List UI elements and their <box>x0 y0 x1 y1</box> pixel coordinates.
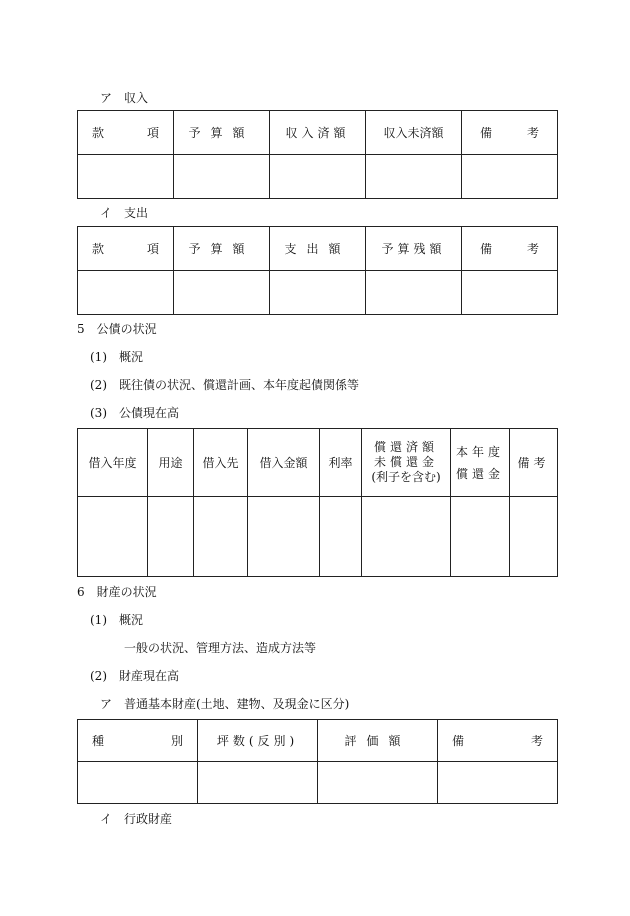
table-cell <box>198 762 318 804</box>
table-cell <box>78 497 148 577</box>
table-cell <box>366 155 462 199</box>
income-table <box>77 110 558 199</box>
table-cell <box>78 762 198 804</box>
table-cell <box>362 497 451 577</box>
header-lender: 借入先 <box>194 429 248 497</box>
table-cell <box>78 271 174 315</box>
header-note: 備 考 <box>462 227 558 271</box>
header-kind: 種 別 <box>78 720 198 762</box>
header-received: 収入済額 <box>270 111 366 155</box>
table-cell <box>148 497 194 577</box>
table-cell <box>451 497 510 577</box>
table-cell <box>270 155 366 199</box>
header-budget: 予算額 <box>174 227 270 271</box>
header-this-year: 本年度 償還金 <box>451 429 510 497</box>
property-item-1: (1) 概況 <box>90 613 143 627</box>
header-area: 坪数(反別) <box>198 720 318 762</box>
table-cell <box>78 155 174 199</box>
bond-table <box>77 428 558 577</box>
table-cell <box>462 155 558 199</box>
header-note: 備 考 <box>462 111 558 155</box>
table-cell <box>174 155 270 199</box>
table-cell <box>510 497 558 577</box>
table-cell <box>194 497 248 577</box>
bond-item-2: (2) 既往債の状況、償還計画、本年度起債関係等 <box>90 378 359 392</box>
property-item-2: (2) 財産現在高 <box>90 669 179 683</box>
header-year: 借入年度 <box>78 429 148 497</box>
property-sub-i: イ 行政財産 <box>100 812 173 826</box>
table-cell <box>318 762 438 804</box>
bond-item-3: (3) 公債現在高 <box>90 406 179 420</box>
header-purpose: 用途 <box>148 429 194 497</box>
expense-table <box>77 226 558 315</box>
table-cell <box>270 271 366 315</box>
property-table <box>77 719 558 804</box>
table-cell <box>174 271 270 315</box>
property-item-1-text: 一般の状況、管理方法、造成方法等 <box>124 641 317 655</box>
header-note: 備考 <box>510 429 558 497</box>
header-spent: 支出額 <box>270 227 366 271</box>
property-heading: 6 財産の状況 <box>77 585 157 599</box>
table-cell <box>462 271 558 315</box>
table-cell <box>366 271 462 315</box>
table-cell <box>248 497 320 577</box>
property-sub-a: ア 普通基本財産(土地、建物、及現金に区分) <box>100 697 350 711</box>
bond-item-1: (1) 概況 <box>90 350 143 364</box>
bond-heading: 5 公債の状況 <box>77 322 157 336</box>
header-repaid: 償還済額 未償還金 (利子を含む) <box>362 429 451 497</box>
header-value: 評価額 <box>318 720 438 762</box>
income-label: ア 収入 <box>100 91 149 105</box>
header-remaining: 予算残額 <box>366 227 462 271</box>
header-kou: 款 項 <box>78 111 174 155</box>
header-budget: 予算額 <box>174 111 270 155</box>
header-note: 備 考 <box>438 720 558 762</box>
expense-label: イ 支出 <box>100 206 149 220</box>
table-cell <box>320 497 362 577</box>
header-kou: 款 項 <box>78 227 174 271</box>
table-cell <box>438 762 558 804</box>
header-unreceived: 収入未済額 <box>366 111 462 155</box>
header-amount: 借入金額 <box>248 429 320 497</box>
header-rate: 利率 <box>320 429 362 497</box>
